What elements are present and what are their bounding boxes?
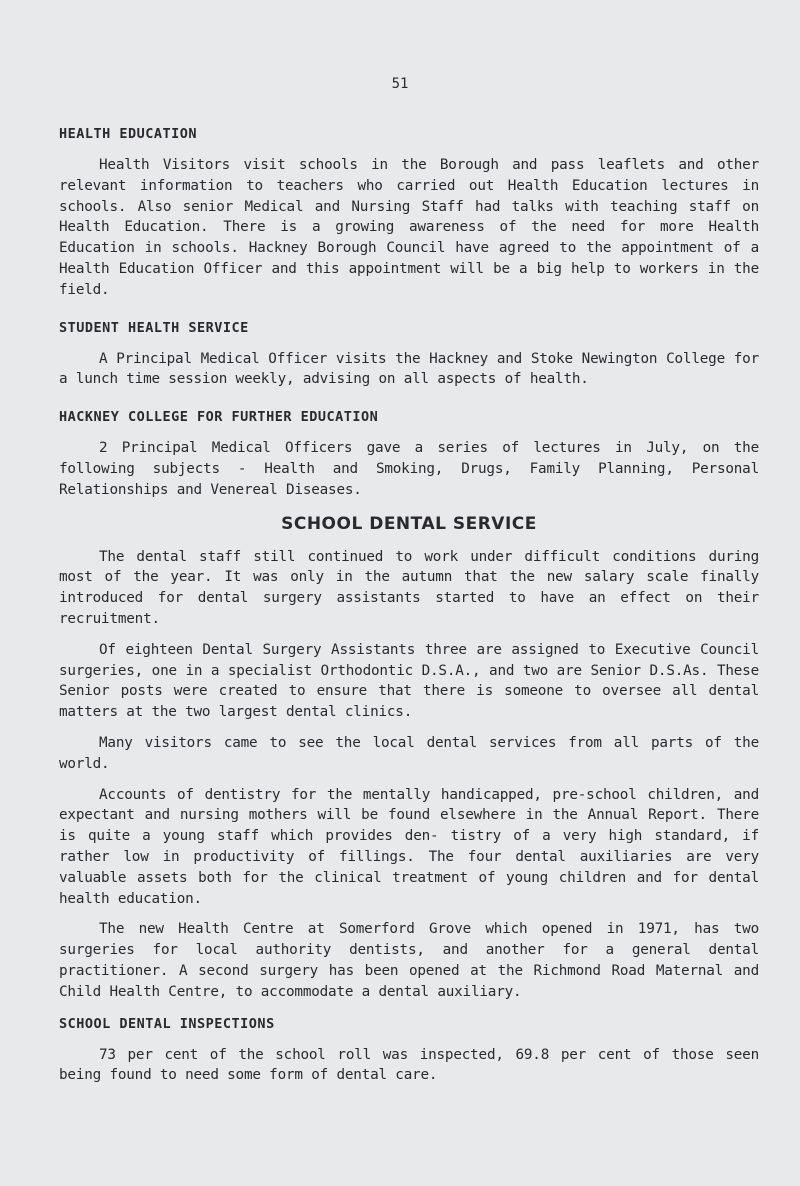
paragraph-dental-inspections: 73 per cent of the school roll was inspected, 69.8 per cent of those seen being found to need some form of dental care. (59, 1046, 759, 1084)
paragraph-dental-1: The dental staff still continued to work under difficult conditions during most of the year. It was only in the autumn that the new salary scale finally introduced for dental surgery assistants started to have an effect on their recruitment. (59, 548, 759, 627)
heading-health-education: HEALTH EDUCATION (59, 126, 198, 142)
heading-school-dental-service: SCHOOL DENTAL SERVICE (281, 513, 537, 534)
paragraph-dental-5: The new Health Centre at Somerford Grove which opened in 1971, has two surgeries for local authority dentists, and another for a general dental practitioner. A second surgery has been opened at the Richmond Road Maternal and Child Health Centre, to accommodate a dental auxiliary. (59, 921, 759, 1000)
heading-school-dental-inspections: SCHOOL DENTAL INSPECTIONS (59, 1015, 275, 1032)
paragraph-student-health-service: A Principal Medical Officer visits the Hackney and Stoke Newington College for a lunch time session weekly, advising on all aspects of health. (59, 350, 759, 388)
heading-student-health-service: STUDENT HEALTH SERVICE (59, 319, 249, 336)
paragraph-dental-4: Accounts of dentistry for the mentally handicapped, pre-school children, and expectant and nursing mothers will be found elsewhere in the Annual Report. There is quite a young staff which provides den- tistry of a very high standard, if rather low in productivity of fillings. The four dental auxiliaries are very valuable assets both for the clinical treatment of young children and for dental health education. (59, 786, 759, 907)
page-content (59, 123, 759, 1086)
paragraph-dental-2: Of eighteen Dental Surgery Assistants three are assigned to Executive Council surgeries, one in a specialist Orthodontic D.S.A., and two are Senior D.S.As. These Senior posts were created to ensure that there is someone to oversee all dental matters at the two largest dental clinics. (59, 641, 759, 721)
paragraph-health-education: Health Visitors visit schools in the Borough and pass leaflets and other relevant information to teachers who carried out Health Education lectures in schools. Also senior Medical and Nursing Staff had talks with teaching staff on Health Education. There is a growing awareness of the need for more Health Education in schools. Hackney Borough Council have agreed to the appointment of a Health Education Officer and this appointment will be a big help to workers in the field. (59, 157, 759, 298)
heading-hackney-college: HACKNEY COLLEGE FOR FURTHER EDUCATION (59, 409, 379, 426)
paragraph-dental-3: Many visitors came to see the local dental services from all parts of the world. (59, 734, 759, 772)
page-number: 51 (391, 76, 409, 92)
paragraph-hackney-college: 2 Principal Medical Officers gave a series of lectures in July, on the following subjects - Health and Smoking, Drugs, Family Planning, Personal Relationships and Venereal Diseases. (59, 440, 759, 498)
